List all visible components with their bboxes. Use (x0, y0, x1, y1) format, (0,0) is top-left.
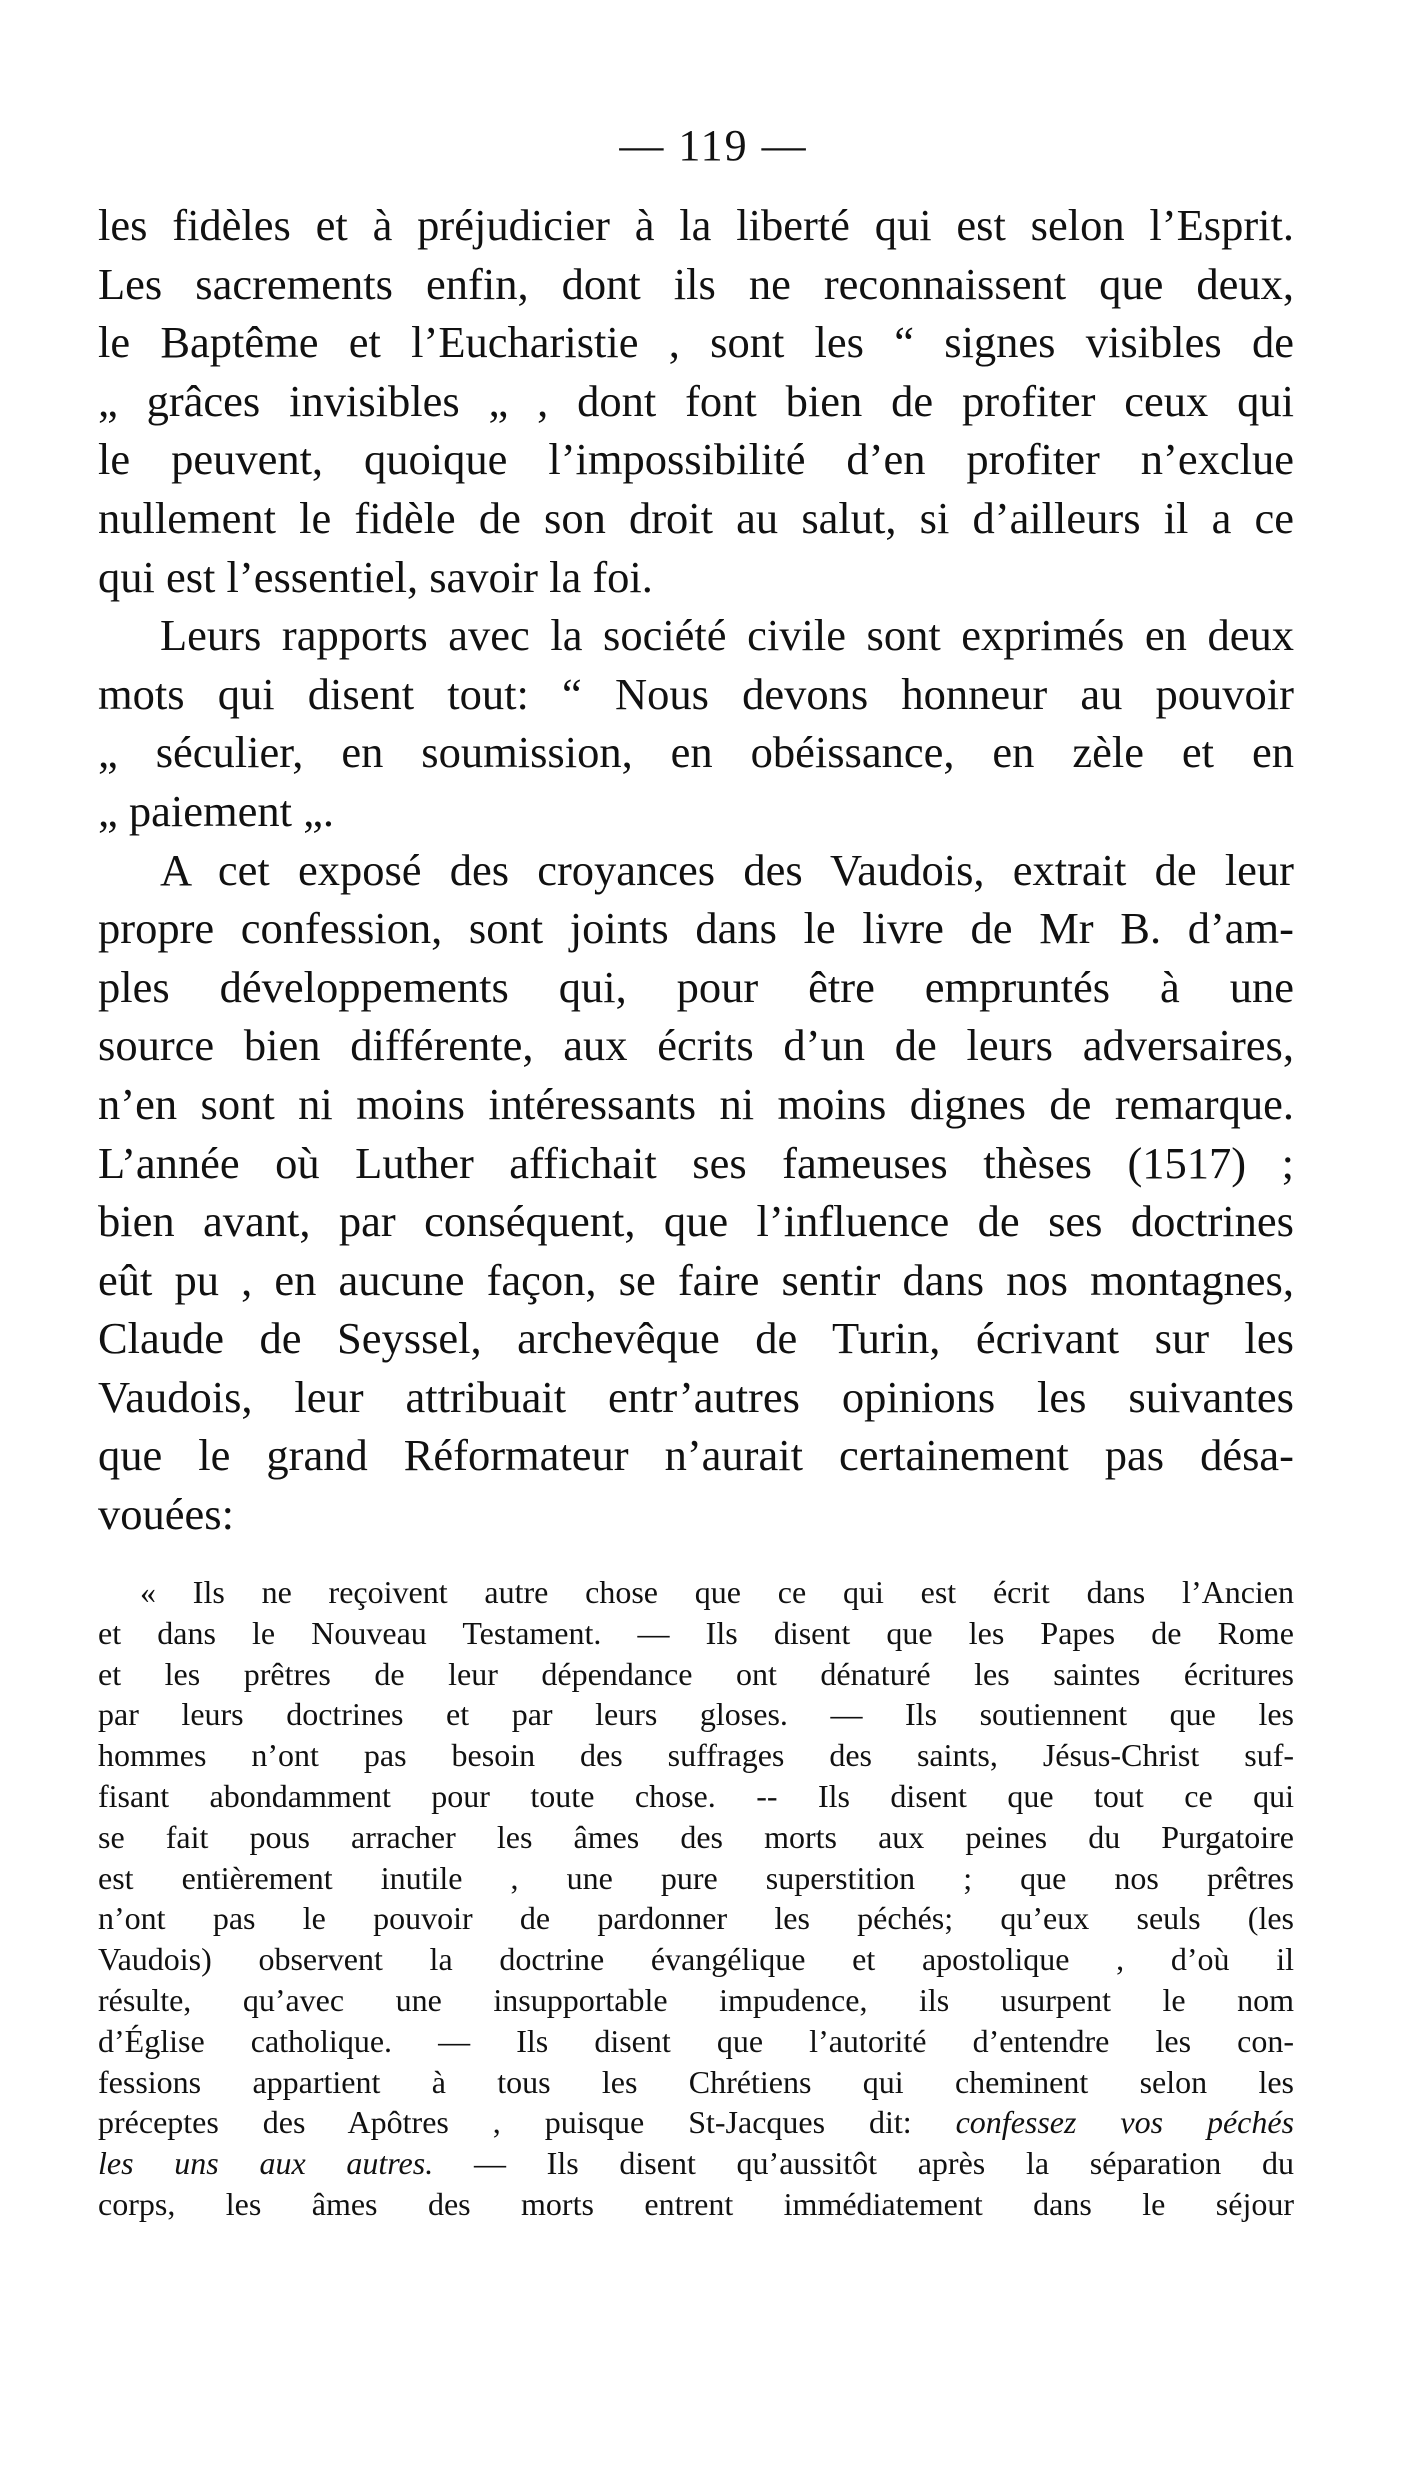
page-number: — 119 — (619, 121, 808, 170)
quote-italic-text: confessez vos péchés (955, 2104, 1295, 2141)
main-text (98, 196, 1294, 1544)
text-line: propre confession, sont joints dans le livre de Mr B. d’am- (98, 903, 1294, 954)
quote-line: Vaudois) observent la doctrine évangélique et apostolique , d’où il (98, 1941, 1294, 1978)
text-line: Vaudois, leur attribuait entr’autres opinions les suivantes (98, 1371, 1294, 1422)
quote-line: par leurs doctrines et par leurs gloses. — Ils soutiennent que les (98, 1696, 1294, 1733)
text-line: „ grâces invisibles „ , dont font bien de profiter ceux qui (98, 375, 1294, 426)
quote-line: est entièrement inutile , une pure superstition ; que nos prêtres (98, 1859, 1294, 1896)
text-line: Les sacrements enfin, dont ils ne reconnaissent que deux, (98, 258, 1294, 309)
quote-line (98, 2143, 1294, 2184)
text-line: bien avant, par conséquent, que l’influence de ses doctrines (98, 1196, 1294, 1247)
text-line: eût pu , en aucune façon, se faire sentir dans nos montagnes, (98, 1254, 1294, 1305)
quote-line: d’Église catholique. — Ils disent que l’autorité d’entendre les con- (98, 2022, 1294, 2059)
quote-line: corps, les âmes des morts entrent immédiatement dans le séjour (98, 2185, 1294, 2222)
quote-line: et les prêtres de leur dépendance ont dénaturé les saintes écritures (98, 1655, 1294, 1692)
quote-line: et dans le Nouveau Testament. — Ils disent que les Papes de Rome (98, 1614, 1294, 1651)
text-line: „ séculier, en soumission, en obéissance, en zèle et en (98, 727, 1294, 778)
text-line: le peuvent, quoique l’impossibilité d’en profiter n’exclue (98, 434, 1294, 485)
text-line: qui est l’essentiel, savoir la foi. (98, 551, 653, 602)
quote-line: fisant abondamment pour toute chose. -- Ils disent que tout ce qui (98, 1777, 1294, 1814)
paragraph-start-line: Leurs rapports avec la société civile sont exprimés en deux (160, 610, 1294, 661)
text-line: ples développements qui, pour être empruntés à une (98, 961, 1294, 1012)
quote-text: préceptes des Apôtres , puisque St-Jacques dit: (98, 2104, 912, 2141)
quote-line: « Ils ne reçoivent autre chose que ce qui est écrit dans l’Ancien (140, 1574, 1294, 1610)
text-line: L’année où Luther affichait ses fameuses thèses (1517) ; (98, 1137, 1294, 1188)
quote-line: n’ont pas le pouvoir de pardonner les péchés; qu’eux seuls (les (98, 1900, 1294, 1937)
quote-line: résulte, qu’avec une insupportable impudence, ils usurpent le nom (98, 1981, 1294, 2018)
text-line: nullement le fidèle de son droit au salut, si d’ailleurs il a ce (98, 492, 1294, 543)
text-line: le Baptême et l’Eucharistie , sont les “ signes visibles de (98, 317, 1294, 368)
text-line: Claude de Seyssel, archevêque de Turin, écrivant sur les (98, 1313, 1294, 1364)
quote-line: fessions appartient à tous les Chrétiens qui cheminent selon les (98, 2063, 1294, 2100)
text-line: „ paiement „. (98, 785, 334, 836)
text-line: mots qui disent tout: “ Nous devons honneur au pouvoir (98, 668, 1294, 719)
quote-italic-text: les uns aux autres. (98, 2145, 434, 2182)
text-line: vouées: (98, 1489, 234, 1540)
text-line: source bien différente, aux écrits d’un de leurs adversaires, (98, 1020, 1294, 1071)
text-line: n’en sont ni moins intéressants ni moins dignes de remarque. (98, 1078, 1294, 1129)
quote-line (98, 2102, 1294, 2143)
text-line: que le grand Réformateur n’aurait certainement pas désa- (98, 1430, 1294, 1481)
quote-line: se fait pous arracher les âmes des morts aux peines du Purgatoire (98, 1818, 1294, 1855)
quotation-block (98, 1572, 1294, 2225)
quote-line: hommes n’ont pas besoin des suffrages des saints, Jésus-Christ suf- (98, 1737, 1294, 1774)
quote-text: — Ils disent qu’aussitôt après la séparation du (473, 2145, 1295, 2182)
paragraph-start-line: A cet exposé des croyances des Vaudois, extrait de leur (160, 844, 1294, 895)
text-line: les fidèles et à préjudicier à la liberté qui est selon l’Esprit. (98, 200, 1294, 250)
